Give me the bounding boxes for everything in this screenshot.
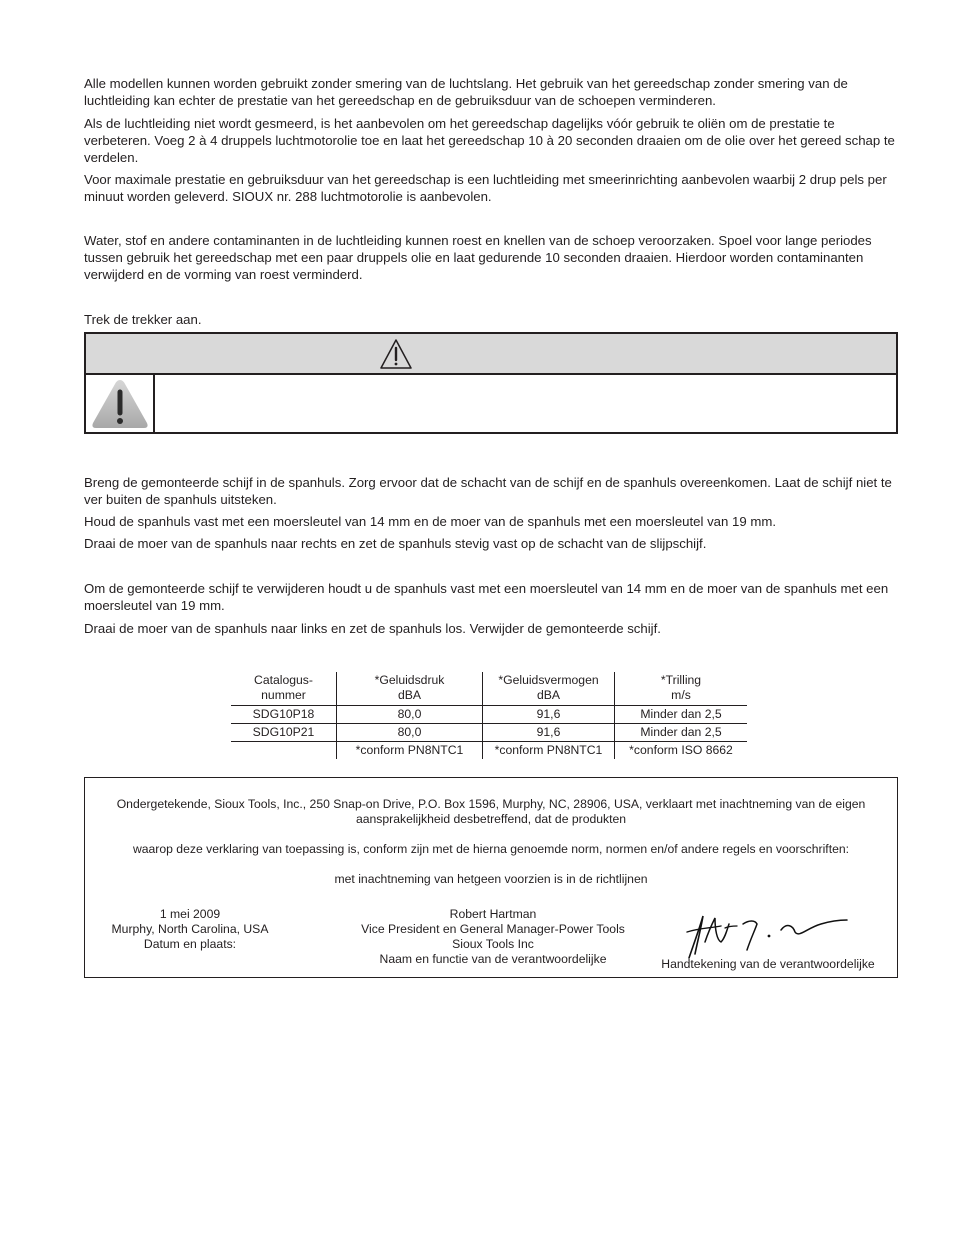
table-footnote: *conform ISO 8662 [615,742,748,760]
spec-table-header-row [231,672,747,706]
table-cell: 80,0 [337,724,483,742]
table-cell: Minder dan 2,5 [615,706,748,724]
table-cell: SDG10P18 [231,706,337,724]
lubrication-paragraph-1: Alle modellen kunnen worden gebruikt zonder smering van de luchtslang. Het gebruik van het gereedschap zonder smering van de luchtleiding kan echter de prestatie van het gereedschap en de gebruiksduur van de schoepen verminderen. [84,76,848,108]
table-footnote: *conform PN8NTC1 [337,742,483,760]
declaration-directives: met inachtneming van hetgeen voorzien is in de richtlijnen [334,872,648,886]
signer-title: Vice President en General Manager-Power Tools [361,922,625,936]
maintenance-paragraph: Water, stof en andere contaminanten in de luchtleiding kunnen roest en knellen van de schoep veroorzaken. Spoel voor lange periodes tussen gebruik het gereedschap met een paar druppels olie en laat gedurende 10 seconden draaien. Hierdoor worden contaminanten verwijderd en de vorming van roest verminderd. [84,233,872,282]
mounting-paragraph-1: Breng de gemonteerde schijf in de spanhuls. Zorg ervoor dat de schacht van de schijf en de spanhuls overeenkomen. Laat de schijf niet te ver buiten de spanhuls uitsteken. [84,475,892,507]
table-cell: 91,6 [483,706,615,724]
lubrication-paragraph-3: Voor maximale prestatie en gebruiksduur van het gereedschap is een luchtleiding met smeerinrichting aanbevolen waarbij 2 drup pels per minuut worden geleverd. SIOUX nr. 288 luchtmotorolie is aanbevolen. [84,172,887,204]
mounting-paragraph-2: Houd de spanhuls vast met een moersleutel van 14 mm en de moer van de spanhuls met een moersleutel van 19 mm. [84,514,776,529]
table-row [231,724,747,742]
table-footnote: *conform PN8NTC1 [483,742,615,760]
declaration-box [84,777,898,978]
table-cell: 91,6 [483,724,615,742]
col-header-vibration: *Trilling m/s [615,672,748,706]
signature-label: Handtekening van de verantwoordelijke [661,957,875,971]
spec-table [231,672,747,759]
mounting-paragraph-3: Draai de moer van de spanhuls naar rechts en zet de spanhuls stevig vast op de schacht van de slijpschijf. [84,536,707,551]
removal-paragraph-1: Om de gemonteerde schijf te verwijderen houdt u de spanhuls vast met een moersleutel van 14 mm en de moer van de spanhuls met een moersleutel van 19 mm. [84,581,889,613]
exclamation-triangle-icon [90,378,150,430]
warning-icon-cell [86,375,155,432]
declaration-date: 1 mei 2009 [159,907,221,921]
col-header-sound-power: *Geluidsvermogen dBA [483,672,615,706]
signature-image [681,908,851,963]
removal-paragraph-2: Draai de moer van de spanhuls naar links en zet de spanhuls los. Verwijder de gemonteerde schijf. [84,621,661,636]
date-place-block [95,907,285,952]
signer-name: Robert Hartman [449,907,537,921]
col-header-catalog: Catalogus- nummer [254,673,313,702]
declaration-applies: waarop deze verklaring van toepassing is, conform zijn met de hierna genoemde norm, normen en/of andere regels en voorschriften: [132,842,850,856]
operation-paragraph: Trek de trekker aan. [84,312,202,327]
signer-company: Sioux Tools Inc [452,937,534,951]
table-row [231,706,747,724]
declaration-intro: Ondergetekende, Sioux Tools, Inc., 250 Snap-on Drive, P.O. Box 1596, Murphy, NC, 28906, USA, verklaart met inachtneming van de eigen aansprakelijkheid desbetreffend, dat de produkten [116,797,866,826]
warning-header [86,334,896,375]
date-place-label: Datum en plaats: [143,937,237,951]
table-cell: Minder dan 2,5 [615,724,748,742]
table-cell: 80,0 [337,706,483,724]
table-cell: SDG10P21 [231,724,337,742]
declaration-place: Murphy, North Carolina, USA [111,922,269,936]
warning-triangle-icon [380,338,412,370]
signer-block [343,907,643,967]
table-footnote-row [231,742,747,760]
warning-box [84,332,898,434]
signer-label: Naam en functie van de verantwoordelijke [379,952,607,966]
col-header-sound-pressure: *Geluidsdruk dBA [337,672,483,706]
table-footnote [231,742,337,760]
lubrication-paragraph-2: Als de luchtleiding niet wordt gesmeerd, is het aanbevolen om het gereedschap dagelijks vóór gebruik te oliën om de prestatie te verbeteren. Voeg 2 à 4 druppels luchtmotorolie toe en laat het gereedschap 10 à 20 seconden draaien om de olie over het gereed schap te verdelen. [84,116,895,165]
